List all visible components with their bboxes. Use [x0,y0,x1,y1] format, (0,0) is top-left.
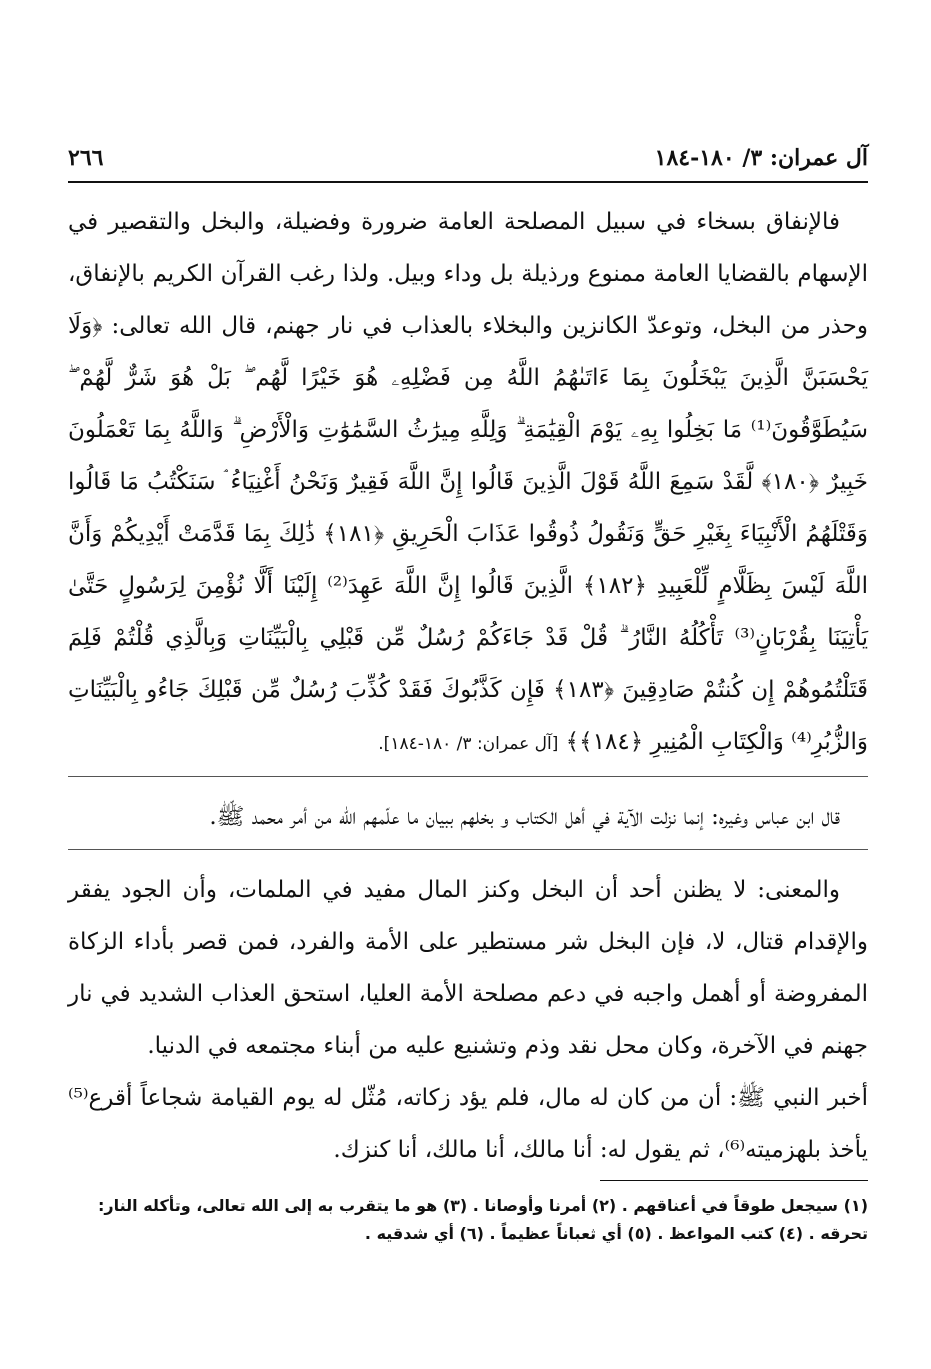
quran-citation: [آل عمران: ٣/ ١٨٠-١٨٤]. [378,734,559,754]
footnote-rule [600,1180,868,1181]
hadith-text: أخبر النبي ﷺ: أن من كان له مال، فلم يؤد زكاته، مُثّل له يوم القيامة شجاعاً أقرع⁽⁵⁾ يأخذ بلهزميته⁽⁶⁾، ثم يقول له: أنا مالك، أنا مالك، أنا كنزك. [68,1085,868,1163]
page-number: ٢٦٦ [68,145,104,171]
paragraph-hadith [68,1072,868,1176]
meaning-text: والمعنى: لا يظنن أحد أن البخل وكنز المال مفيد في الملمات، وأن الجود يفقر والإقدام قتال، لا، فإن البخل شر مستطير على الأمة والفرد، فمن قصر بأداء الزكاة المفروضة أو أهمل واجبه في دعم مصلحة الأمة العليا، استحق العذاب الشديد في نار جهنم في الآخرة، وكان محل نقد وذم وتشنيع عليه من أبناء مجتمعه في الدنيا. [68,877,868,1059]
ibn-abbas-text: قال ابن عباس وغيره: إنما نزلت الآية في أهل الكتاب و بخلهم ببيان ما علّمهم الله من أمر محمد ﷺ. [209,804,840,830]
page-header [68,138,868,178]
intro-text: فالإنفاق بسخاء في سبيل المصلحة العامة ضرورة وفضيلة، والبخل والتقصير في الإسهام بالقضايا العامة ممنوع ورذيلة بل وداء وبيل. ولذا رغب القرآن الكريم بالإنفاق، وحذر من البخل، وتوعدّ الكانزين والبخلاء بالعذاب في نار جهنم، قال الله تعالى: [68,209,868,339]
footnote-line: تحرقه . (٤) كتب المواعظ . (٥) أي ثعباناً عظيماً . (٦) أي شدقيه . [364,1224,868,1243]
paragraph-intro [68,196,868,770]
surah-reference: آل عمران: ٣/ ١٨٠-١٨٤ [654,145,868,171]
section-divider [68,776,868,777]
page-body [68,196,868,1176]
paragraph-meaning [68,864,868,1072]
paragraph-ibn-abbas [68,791,868,843]
section-divider [68,849,868,850]
footnotes [68,1192,868,1248]
header-rule [68,181,868,183]
footnote-line: (١) سيجعل طوقاً في أعناقهم . (٢) أمرنا وأوصانا . (٣) هو ما يتقرب به إلى الله تعالى، وتأكله النار: [98,1196,868,1215]
quran-verses: ﴿وَلَا يَحْسَبَنَّ الَّذِينَ يَبْخَلُونَ بِمَا ءَاتَىٰهُمُ اللَّهُ مِن فَضْلِهِۦ هُوَ خَيْرًا لَّهُم ۖ بَلْ هُوَ شَرٌّ لَّهُمْ ۖ سَيُطَوَّقُونَ⁽¹⁾ مَا بَخِلُوا بِهِۦ يَوْمَ الْقِيَٰمَةِ ۗ وَلِلَّهِ مِيرَٰثُ السَّمَٰوَٰتِ وَالْأَرْضِ ۗ وَاللَّهُ بِمَا تَعْمَلُونَ خَبِيرٌ ﴿١٨٠﴾ لَّقَدْ سَمِعَ اللَّهُ قَوْلَ الَّذِينَ قَالُوا إِنَّ اللَّهَ فَقِيرٌ وَنَحْنُ أَغْنِيَاءُ ۘ سَنَكْتُبُ مَا قَالُوا وَقَتْلَهُمُ الْأَنْبِيَاءَ بِغَيْرِ حَقٍّ وَنَقُولُ ذُوقُوا عَذَابَ الْحَرِيقِ ﴿١٨١﴾ ذَٰلِكَ بِمَا قَدَّمَتْ أَيْدِيكُمْ وَأَنَّ اللَّهَ لَيْسَ بِظَلَّامٍ لِّلْعَبِيدِ ﴿١٨٢﴾ الَّذِينَ قَالُوا إِنَّ اللَّهَ عَهِدَ⁽²⁾ إِلَيْنَا أَلَّا نُؤْمِنَ لِرَسُولٍ حَتَّىٰ يَأْتِيَنَا بِقُرْبَانٍ⁽³⁾ تَأْكُلُهُ النَّارُ ۗ قُلْ قَدْ جَاءَكُمْ رُسُلٌ مِّن قَبْلِي بِالْبَيِّنَاتِ وَبِالَّذِي قُلْتُمْ فَلِمَ قَتَلْتُمُوهُمْ إِن كُنتُمْ صَادِقِينَ ﴿١٨٣﴾ فَإِن كَذَّبُوكَ فَقَدْ كُذِّبَ رُسُلٌ مِّن قَبْلِكَ جَاءُو بِالْبَيِّنَاتِ وَالزُّبُرِ⁽⁴⁾ وَالْكِتَابِ الْمُنِيرِ ﴿١٨٤﴾﴾ [68,313,868,755]
